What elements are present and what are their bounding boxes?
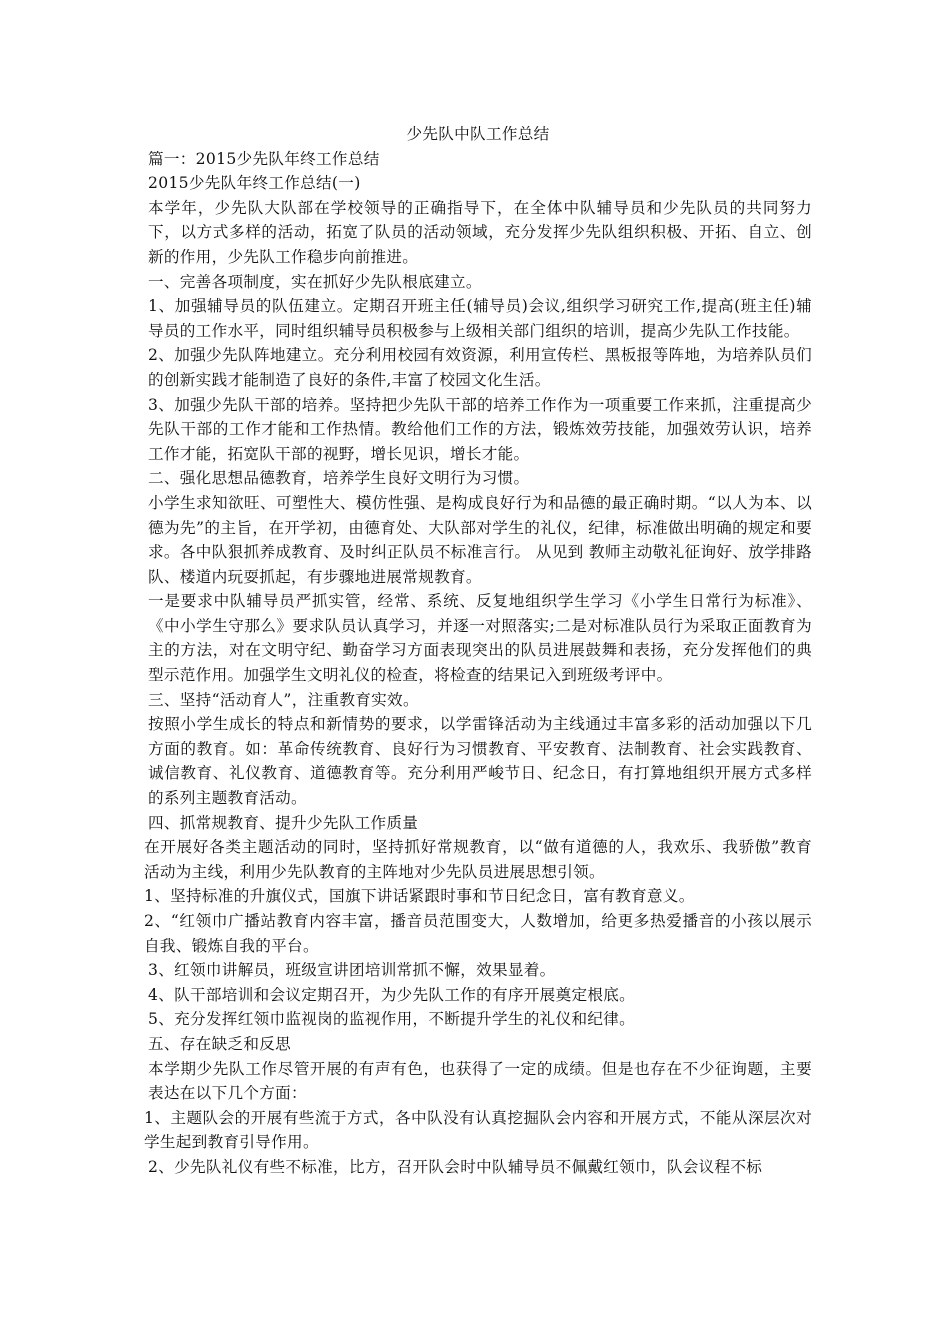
paragraph-item: 2、加强少先队阵地建立。充分利用校园有效资源，利用宣传栏、黑板报等阵地，为培养队员们的创新实践才能制造了良好的条件,丰富了校园文化生活。 (148, 346, 812, 389)
paragraph-intro: 本学年，少先队大队部在学校领导的正确指导下，在全体中队辅导员和少先队员的共同努力下，以方式多样的活动，拓宽了队员的活动领域，充分发挥少先队组织积极、开拓、自立、创新的作用，少先队工作稳步向前推进。 (148, 198, 812, 266)
paragraph-item: 按照小学生成长的特点和新情势的要求，以学雷锋活动为主线通过丰富多彩的活动加强以下几方面的教育。如：革命传统教育、良好行为习惯教育、平安教育、法制教育、社会实践教育、诚信教育、礼仪教育、道德教育等。充分利用严峻节日、纪念日，有打算地组织开展方式多样的系列主题教育活动。 (148, 715, 812, 808)
heading-section-1: 一、完善各项制度，实在抓好少先队根底建立。 (148, 272, 482, 291)
paragraph-item: 3、加强少先队干部的培养。坚持把少先队干部的培养工作作为一项重要工作来抓，注重提高少先队干部的工作才能和工作热情。教给他们工作的方法，锻炼效劳技能，加强效劳认识，培养工作才能，拓宽队干部的视野，增长见识，增长才能。 (148, 395, 812, 463)
list-item: 1、坚持标准的升旗仪式，国旗下讲话紧跟时事和节日纪念日，富有教育意义。 (144, 887, 695, 906)
list-item: 1、主题队会的开展有些流于方式，各中队没有认真挖掘队会内容和开展方式，不能从深层次对学生起到教育引导作用。 (144, 1108, 812, 1152)
heading-section-2: 二、强化思想品德教育，培养学生良好文明行为习惯。 (148, 469, 530, 488)
subtitle-summary-one: 2015少先队年终工作总结(一) (148, 174, 361, 193)
document-title: 少先队中队工作总结 (406, 125, 550, 143)
paragraph-item: 小学生求知欲旺、可塑性大、模仿性强、是构成良好行为和品德的最正确时期。“以人为本、以德为先”的主旨，在开学初，由德育处、大队部对学生的礼仪，纪律，标准做出明确的规定和要求。各中队狠抓养成教育、及时纠正队员不标准言行。 从见到 教师主动敬礼征询好、放学排路队、楼道内玩耍抓起，有步骤地进展常规教育。 (148, 493, 812, 586)
paragraph-item: 1、加强辅导员的队伍建立。定期召开班主任(辅导员)会议,组织学习研究工作,提高(班主任)辅导员的工作水平，同时组织辅导员积极参与上级相关部门组织的培训，提高少先队工作技能。 (148, 297, 812, 340)
list-item: 3、红领巾讲解员，班级宣讲团培训常抓不懈，效果显着。 (148, 961, 556, 980)
heading-section-5: 五、存在缺乏和反思 (148, 1034, 292, 1053)
paragraph-item: 本学期少先队工作尽管开展的有声有色，也获得了一定的成绩。但是也存在不少征询题，主要表达在以下几个方面： (148, 1059, 812, 1103)
list-item: 5、充分发挥红领巾监视岗的监视作用，不断提升学生的礼仪和纪律。 (148, 1010, 636, 1029)
heading-section-3: 三、坚持“活动育人”，注重教育实效。 (148, 690, 419, 709)
list-item: 2、少先队礼仪有些不标准，比方，召开队会时中队辅导员不佩戴红领巾，队会议程不标 (148, 1157, 763, 1176)
document-body (144, 122, 812, 1180)
paragraph-item: 一是要求中队辅导员严抓实管，经常、系统、反复地组织学生学习《小学生日常行为标准》、《中小学生守那么》要求队员认真学习，并逐一对照落实;二是对标准队员行为采取正面教育为主的方法，对在文明守纪、勤奋学习方面表现突出的队员进展鼓舞和表扬，充分发挥他们的典型示范作用。加强学生文明礼仪的检查，将检查的结果记入到班级考评中。 (148, 592, 812, 685)
paragraph-item: 在开展好各类主题活动的同时，坚持抓好常规教育，以“做有道德的人，我欢乐、我骄傲”教育活动为主线，利用少先队教育的主阵地对少先队员进展思想引领。 (144, 838, 812, 881)
list-item: 4、队干部培训和会议定期召开，为少先队工作的有序开展奠定根底。 (148, 985, 636, 1004)
heading-section-4: 四、抓常规教育、提升少先队工作质量 (148, 813, 419, 832)
section-heading-part-one: 篇一：2015少先队年终工作总结 (148, 149, 380, 168)
list-item: 2、“红领巾广播站教育内容丰富，播音员范围变大，人数增加，给更多热爱播音的小孩以展示自我、锻炼自我的平台。 (144, 912, 812, 955)
